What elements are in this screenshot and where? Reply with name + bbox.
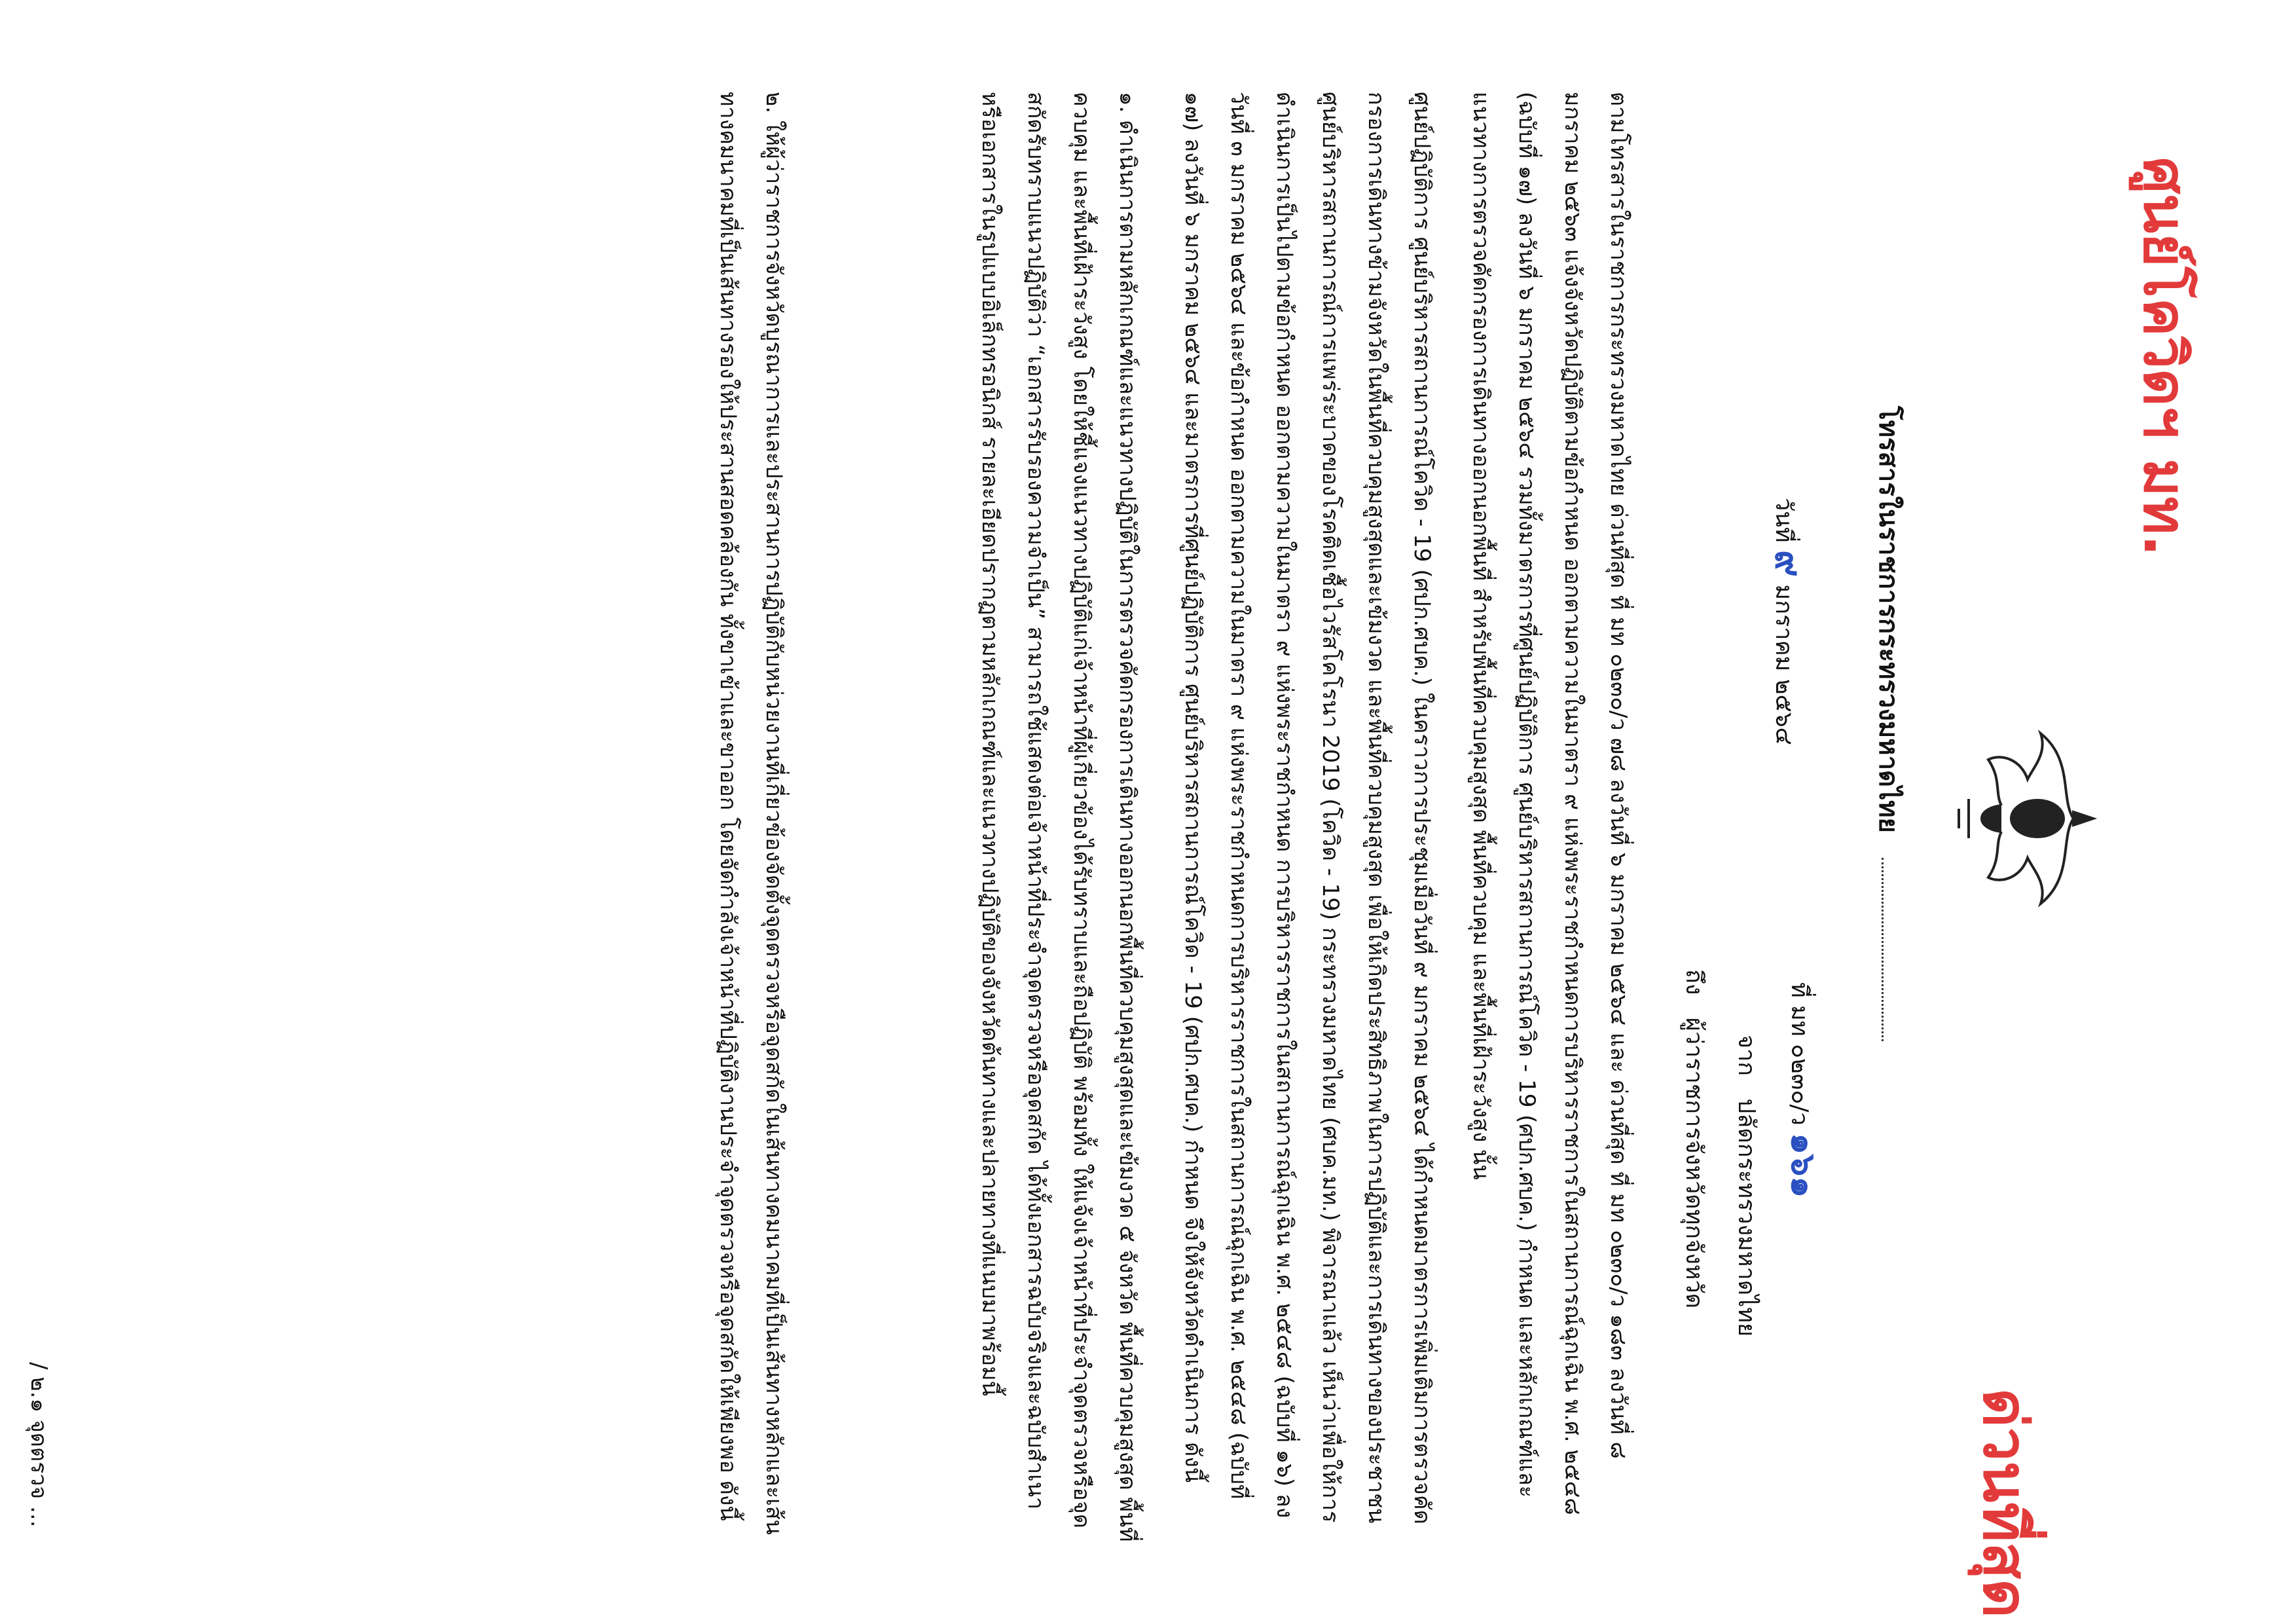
urgent-stamp: ด่วนที่สุด — [1970, 1388, 2040, 1618]
body-paragraph-2: ศูนย์ปฏิบัติการ ศูนย์บริหารสถานการณ์โควิด - 19 (ศปก.ศบค.) ในคราวการประชุมเมื่อวันที่ ๙ มกราคม ๒๕๖๔ ได้กำหนดมาตรการเพิ่มเติมการตรวจคัดกรองการเดินทางข้ามจังหวัดในพื้นที่ควบคุมสูงสุดและเข้มงวด และพื้นที่ควบคุมสูงสุด เพื่อให้เกิดประสิทธิภาพในการปฏิบัติและการเดินทางของประชาชน ศูนย์บริหารสถานการณ์การแพร่ระบาดของโรคติดเชื้อไวรัสโคโรนา 2019 (โควิด - 19) กระทรวงมหาดไทย (ศบค.มท.) พิจารณาแล้ว เห็นว่าเพื่อให้การดำเนินการเป็นไปตามข้อกำหนด ออกตามความในมาตรา ๙ แห่งพระราชกำหนด การบริหารราชการในสถานการณ์ฉุกเฉิน พ.ศ. ๒๕๔๘ (ฉบับที่ ๑๖) ลงวันที่ ๓ มกราคม ๒๕๖๔ และข้อกำหนด ออกตามความในมาตรา ๙ แห่งพระราชกำหนดการบริหารราชการในสถานการณ์ฉุกเฉิน พ.ศ. ๒๕๔๘ (ฉบับที่ ๑๗) ลงวันที่ ๖ มกราคม ๒๕๖๔ และมาตรการที่ศูนย์ปฏิบัติการ ศูนย์บริหารสถานการณ์โควิด - 19 (ศปก.ศบค.) กำหนด จึงให้จังหวัดดำเนินการ ดังนี้ — [1180, 92, 1435, 1524]
document-date — [1760, 498, 1818, 745]
from-label: จาก — [1733, 1035, 1760, 1077]
to-value: ผู้ว่าราชการจังหวัดทุกจังหวัด — [1681, 1017, 1707, 1309]
to-label: ถึง — [1681, 969, 1707, 995]
body-paragraph-3: ๑. ดำเนินการตามหลักเกณฑ์และแนวทางปฏิบัติในการตรวจคัดกรองการเดินทางออกนอกพื้นที่ควบคุมสูงสุดและเข้มงวด ๕ จังหวัด พื้นที่ควบคุมสูงสุด พื้นที่ควบคุม และพื้นที่เฝ้าระวังสูง โดยให้ชี้แจงแนวทางปฏิบัติแก่เจ้าหน้าที่ผู้เกี่ยวข้องได้รับทราบและถือปฏิบัติ พร้อมทั้ง ให้แจ้งเจ้าหน้าที่ประจำจุดตรวจหรือจุดสกัดรับทราบแนวปฏิบัติว่า “เอกสารรับรองความจำเป็น” สามารถใช้แสดงต่อเจ้าหน้าที่ประจำจุดตรวจหรือจุดสกัด ได้ทั้งเอกสารฉบับจริงและฉบับสำเนา หรือเอกสารในรูปแบบอิเล็กทรอนิกส์ รายละเอียดปรากฏตามหลักเกณฑ์และแนวทางปฏิบัติของจังหวัดต้นทางและปลายทางที่แนบมาพร้อมนี้ — [977, 92, 1140, 1542]
body-paragraph-4: ๒. ให้ผู้ว่าราชการจังหวัดบูรณาการและประสานการปฏิบัติกับหน่วยงานที่เกี่ยวข้องจัดตั้งจุดตรวจหรือจุดสกัดในเส้นทางคมนาคมที่เป็นเส้นทางหลักและเส้นทางคมนาคมที่เป็นเส้นทางรองให้ประสานสอดคล้องกัน ทั้งขาเข้าและขาออก โดยจัดกำลังเจ้าหน้าที่ปฏิบัติงานประจำจุดตรวจหรือจุดสกัดให้เพียงพอ ดังนี้ — [715, 92, 787, 1535]
org-stamp: ศูนย์โควิดฯ มท. — [2131, 157, 2198, 557]
from-value: ปลัดกระทรวงมหาดไทย — [1733, 1098, 1760, 1337]
date-prefix: วันที่ — [1770, 498, 1797, 543]
next-page-marker: / ๒.๑ จุดตรวจ ... — [26, 1362, 52, 1528]
document-number-handwritten: ๑๖๑ — [1783, 1133, 1823, 1198]
body-paragraph-1: ตามโทรสารในราชการกระทรวงมหาดไทย ด่วนที่สุด ที่ มท ๐๒๓๐/ว ๗๘ ลงวันที่ ๖ มกราคม ๒๕๖๔ และ ด่วนที่สุด ที่ มท ๐๒๓๐/ว ๑๘๓ ลงวันที่ ๘ มกราคม ๒๕๖๓ แจ้งจังหวัดปฏิบัติตามข้อกำหนด ออกตามความในมาตรา ๙ แห่งพระราชกำหนดการบริหารราชการในสถานการณ์ฉุกเฉิน พ.ศ. ๒๕๔๘ (ฉบับที่ ๑๗) ลงวันที่ ๖ มกราคม ๒๕๖๔ รวมทั้งมาตรการที่ศูนย์ปฏิบัติการ ศูนย์บริหารสถานการณ์โควิด - 19 (ศปก.ศบค.) กำหนด และหลักเกณฑ์และแนวทางการตรวจคัดกรองการเดินทางออกนอกพื้นที่ สำหรับพื้นที่ควบคุมสูงสุด พื้นที่ควบคุม และพื้นที่เฝ้าระวังสูง นั้น — [1468, 92, 1631, 1515]
memo-title: โทรสารในราชการกระทรวงมหาดไทย — [1873, 406, 1903, 833]
document-number — [1777, 982, 1831, 1198]
to-line — [1676, 969, 1713, 1308]
date-suffix: มกราคม ๒๕๖๔ — [1770, 584, 1797, 745]
date-handwritten: ๙ — [1767, 550, 1810, 578]
garuda-emblem-icon — [1949, 720, 2100, 917]
from-line — [1728, 1035, 1766, 1337]
document-number-prefix: ที่ มท ๐๒๓๐/ว — [1786, 982, 1813, 1126]
dotted-line — [1882, 858, 1897, 1041]
